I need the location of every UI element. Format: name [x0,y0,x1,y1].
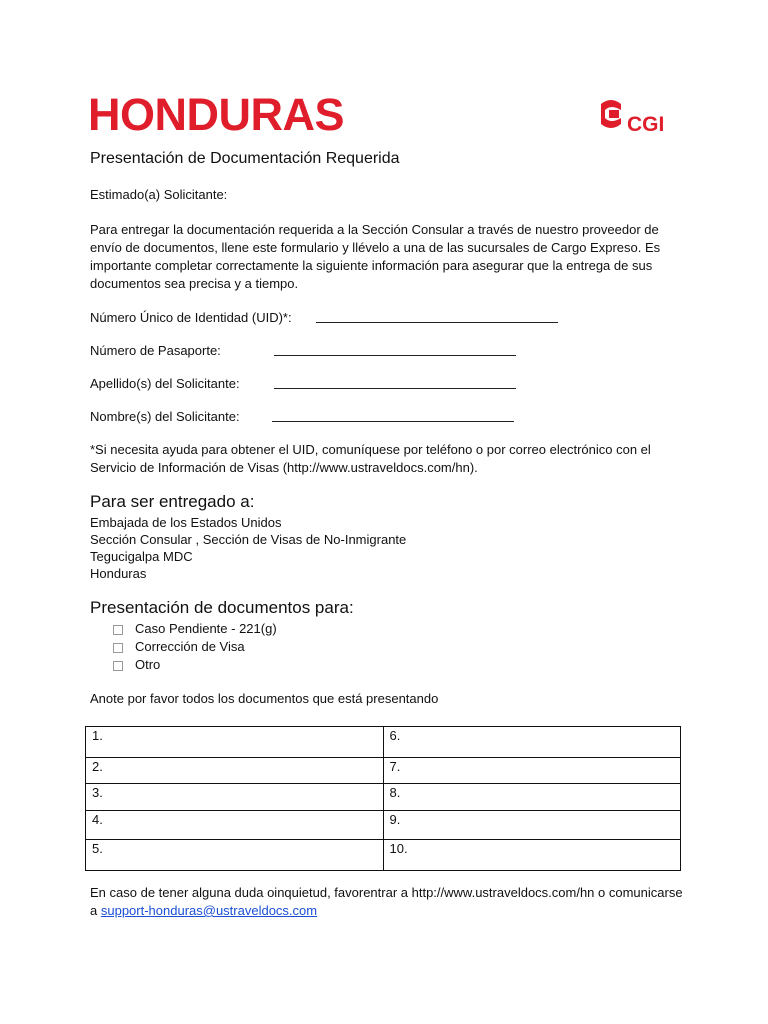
table-row [86,758,681,784]
delivery-address [90,514,406,582]
option-label: Otro [135,657,161,672]
table-cell[interactable]: 6. [383,727,681,758]
table-row [86,840,681,871]
field-surname [90,375,520,393]
option-label: Caso Pendiente - 221(g) [135,621,277,636]
field-uid-label: Número Único de Identidad (UID)*: [90,310,292,325]
field-uid [90,309,560,327]
address-line: Embajada de los Estados Unidos [90,515,282,530]
address-line: Tegucigalpa MDC [90,549,193,564]
checkbox[interactable] [113,661,123,671]
table-cell[interactable]: 10. [383,840,681,871]
intro-paragraph: Para entregar la documentación requerida a la Sección Consular a través de nuestro proveedor de envío de documentos, llene este formulario y llévelo a una de las sucursales de Cargo Expreso. Es importante completar correctamente la siguiente información para asegurar que la entrega de sus documentos sea precisa y a tiempo. [90,222,661,291]
table-cell[interactable]: 7. [383,758,681,784]
field-given-name-label: Nombre(s) del Solicitante: [90,409,240,424]
table-cell[interactable]: 1. [86,727,384,758]
table-cell[interactable]: 8. [383,784,681,811]
option-label: Corrección de Visa [135,639,245,654]
documents-table [85,726,681,871]
greeting: Estimado(a) Solicitante: [90,187,228,202]
country-title: HONDURAS [88,89,345,140]
checkbox[interactable] [113,625,123,635]
delivery-heading: Para ser entregado a: [90,492,255,511]
field-given-name-line[interactable] [272,421,514,422]
table-row [86,811,681,840]
table-cell[interactable]: 4. [86,811,384,840]
footer-contact [90,884,690,920]
table-cell[interactable]: 5. [86,840,384,871]
cgi-logo [597,98,677,140]
field-passport [90,342,520,360]
table-row [86,784,681,811]
field-given-name [90,408,520,426]
checkbox[interactable] [113,643,123,653]
document-title: Presentación de Documentación Requerida [90,150,400,167]
table-cell[interactable]: 3. [86,784,384,811]
address-line: Honduras [90,566,147,581]
field-surname-label: Apellido(s) del Solicitante: [90,376,240,391]
table-row [86,727,681,758]
cgi-logo-text: CGI [627,113,665,136]
footer-text: En caso de tener alguna duda oinquietud, favorentrar a http://www.ustraveldocs.com/hn o comunicarse a [90,885,683,918]
field-passport-line[interactable] [274,355,516,356]
support-email-link[interactable]: support-honduras@ustraveldocs.com [100,903,318,918]
uid-help-note: *Si necesita ayuda para obtener el UID, comuníquese por teléfono o por correo electrónico con el Servicio de Información de Visas (http://www.ustraveldocs.com/hn). [90,442,651,475]
cgi-logo-icon [597,98,625,130]
documents-instruction: Anote por favor todos los documentos que está presentando [90,691,439,706]
table-cell[interactable]: 9. [383,811,681,840]
field-passport-label: Número de Pasaporte: [90,343,221,358]
field-surname-line[interactable] [274,388,516,389]
field-uid-line[interactable] [316,322,558,323]
submission-heading: Presentación de documentos para: [90,598,354,617]
address-line: Sección Consular , Sección de Visas de No-Inmigrante [90,532,407,547]
table-cell[interactable]: 2. [86,758,384,784]
